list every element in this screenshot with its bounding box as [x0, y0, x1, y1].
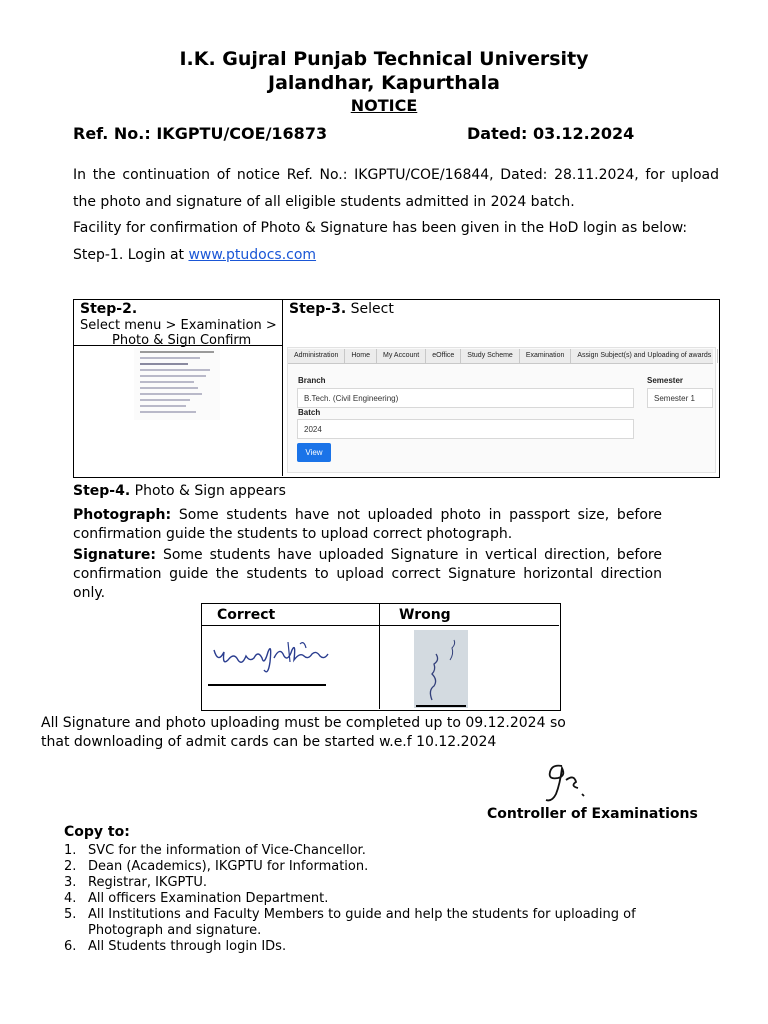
step-4-text: Photo & Sign appears — [130, 483, 286, 499]
step-4 — [73, 482, 286, 501]
university-location: Jalandhar, Kapurthala — [268, 72, 500, 94]
controller-designation: Controller of Examinations — [487, 806, 698, 822]
list-item: 3. Registrar, IKGPTU. — [64, 875, 207, 890]
correct-signature-image — [208, 632, 333, 688]
tab-my-account[interactable]: My Account — [377, 349, 426, 363]
steps-table-column-divider — [282, 300, 283, 476]
copy-to-heading: Copy to: — [64, 824, 130, 840]
deadline-line-2: that downloading of admit cards can be started w.e.f 10.12.2024 — [41, 734, 497, 750]
step-1-prefix: Step-1. Login at — [73, 246, 189, 263]
signature-table-header-divider — [202, 625, 559, 626]
tab-assign-subjects[interactable]: Assign Subject(s) and Uploading of awards — [571, 349, 718, 363]
notice-heading: NOTICE — [350, 96, 418, 115]
signature-table-column-divider — [379, 604, 380, 709]
deadline-line-1: All Signature and photo uploading must be completed up to 09.12.2024 so — [41, 715, 566, 731]
intro-text — [73, 162, 719, 268]
wrong-header: Wrong — [399, 607, 451, 623]
wrong-signature-image — [414, 630, 468, 708]
photograph-label: Photograph: — [73, 507, 172, 523]
copy-to-list — [64, 843, 714, 955]
batch-label: Batch — [298, 408, 321, 417]
step-3-heading — [289, 301, 394, 317]
notice-date: Dated: 03.12.2024 — [467, 124, 635, 143]
tab-study-scheme[interactable]: Study Scheme — [461, 349, 520, 363]
signature-instruction — [73, 546, 662, 603]
intro-paragraph-2: Facility for confirmation of Photo & Signature has been given in the HoD login as below: — [73, 220, 688, 236]
tab-examination[interactable]: Examination — [520, 349, 572, 363]
list-item: 2. Dean (Academics), IKGPTU for Information. — [64, 859, 369, 874]
photograph-instruction — [73, 506, 662, 544]
list-item: 6. All Students through login IDs. — [64, 939, 287, 954]
list-item: 5. All Institutions and Faculty Members to guide and help the students for uploading of Photograph and signature. — [64, 907, 636, 938]
step-3-text: Select — [346, 301, 394, 317]
semester-label: Semester — [647, 376, 684, 385]
branch-label: Branch — [298, 376, 326, 385]
tab-eoffice[interactable]: eOffice — [426, 349, 461, 363]
tab-administration[interactable]: Administration — [288, 349, 345, 363]
step-3-title: Step-3. — [289, 301, 347, 317]
university-name: I.K. Gujral Punjab Technical University — [179, 48, 589, 70]
step-1 — [73, 242, 719, 269]
signature-label: Signature: — [73, 547, 156, 563]
branch-select[interactable]: B.Tech. (Civil Engineering) — [297, 388, 634, 408]
examination-menu-screenshot — [134, 348, 220, 420]
intro-paragraph-1: In the continuation of notice Ref. No.: IKGPTU/COE/16844, Dated: 28.11.2024, for upload the photo and signature of all eligible students admitted in 2024 batch. — [73, 167, 719, 210]
step-4-title: Step-4. — [73, 483, 131, 499]
ptudocs-link[interactable]: www.ptudocs.com — [188, 246, 317, 263]
semester-select[interactable]: Semester 1 — [647, 388, 713, 408]
correct-header: Correct — [217, 607, 276, 623]
signature-text: Some students have uploaded Signature in vertical direction, before confirmation guide the students to upload correct Signature horizontal direction only. — [73, 547, 662, 601]
batch-select[interactable]: 2024 — [297, 419, 634, 439]
step-2-title: Step-2. — [80, 301, 138, 317]
list-item: 4. All officers Examination Department. — [64, 891, 329, 906]
vertical-signature-scribble — [414, 630, 468, 708]
tab-home[interactable]: Home — [345, 349, 377, 363]
reference-number: Ref. No.: IKGPTU/COE/16873 — [73, 124, 328, 143]
view-button[interactable]: View — [297, 443, 331, 462]
list-item: 1. SVC for the information of Vice-Chancellor. — [64, 843, 366, 858]
portal-screenshot — [287, 347, 716, 473]
portal-tab-bar — [288, 349, 713, 364]
step-2-line-2: Photo & Sign Confirm — [112, 333, 252, 348]
step-2-line-1: Select menu > Examination > — [80, 318, 277, 333]
photograph-text: Some students have not uploaded photo in passport size, before confirmation guide the students to upload correct photograph. — [73, 507, 662, 542]
controller-signature — [540, 760, 590, 804]
